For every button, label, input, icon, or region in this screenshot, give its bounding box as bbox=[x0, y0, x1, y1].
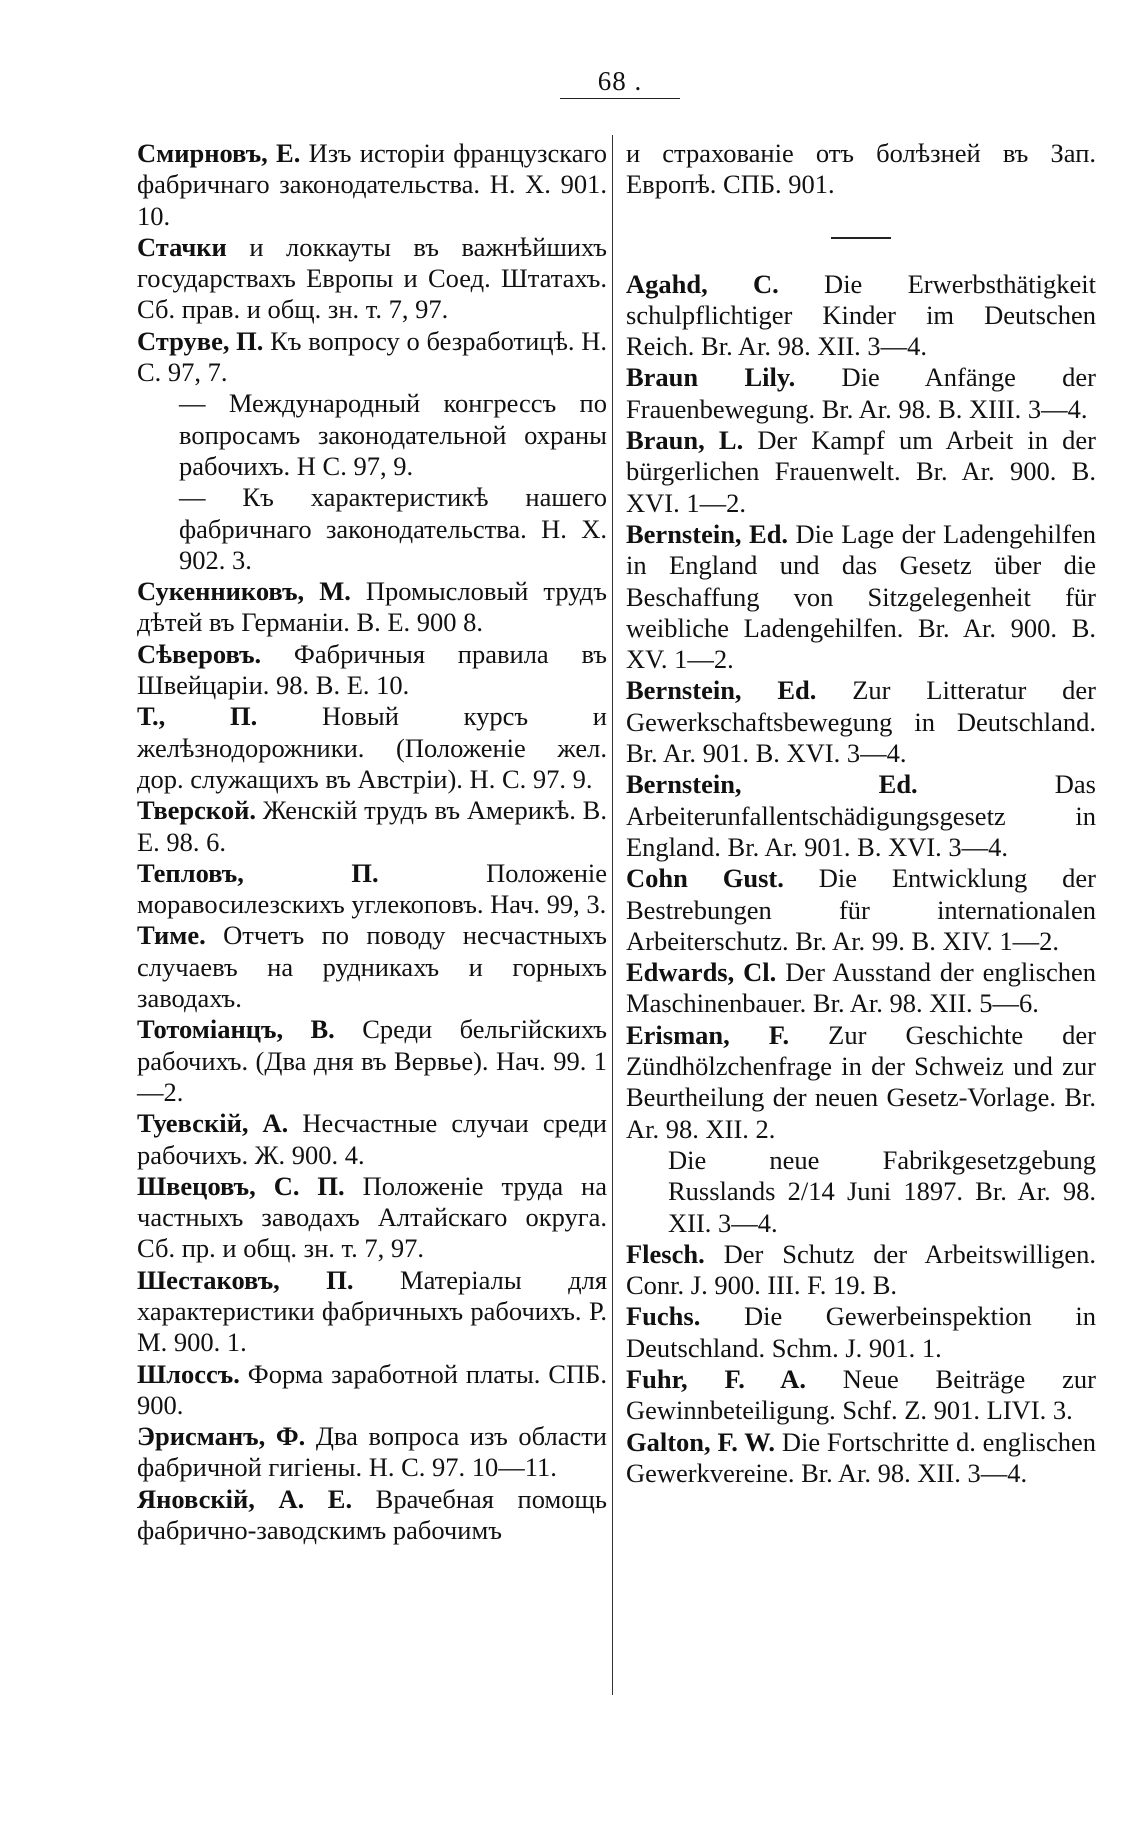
entry-author: Эрисманъ, Ф. bbox=[137, 1421, 306, 1452]
bibliography-entry bbox=[137, 138, 607, 232]
entry-author: Тотоміанцъ, В. bbox=[137, 1014, 335, 1045]
entry-author: Смирновъ, Е. bbox=[137, 138, 301, 168]
entry-text: Zur Litteratur der Gewerkschaftsbewegung in Deutschland. Br. Ar. 901. B. XVI. 3—4. bbox=[626, 675, 1096, 769]
bibliography-entry bbox=[137, 920, 607, 1014]
bibliography-entry bbox=[137, 1108, 607, 1171]
bibliography-entry bbox=[626, 1145, 1096, 1239]
entry-author: Швецовъ, С. П. bbox=[137, 1170, 345, 1201]
bibliography-entry bbox=[626, 425, 1096, 519]
entry-text: Der Ausstand der englischen Maschinenbauer. Br. Ar. 98. XII. 5—6. bbox=[626, 957, 1096, 1019]
bibliography-entry bbox=[626, 1427, 1096, 1490]
entry-text: Das Arbeiterunfallentschädigungsgesetz in England. Br. Ar. 901. B. XVI. 3—4. bbox=[626, 769, 1096, 862]
entry-text: Къ вопросу о безработицѣ. Н. С. 97, 7. bbox=[137, 325, 607, 388]
bibliography-entry bbox=[137, 701, 607, 795]
entry-text: Die Anfänge der Frauenbewegung. Br. Ar. 98. B. XIII. 3—4. bbox=[626, 362, 1096, 424]
bibliography-entry bbox=[137, 1265, 607, 1359]
entry-text: Фабричныя правила въ Швейцаріи. 98. В. Е. 10. bbox=[137, 638, 607, 701]
entry-text: Die neue Fabrikgesetzgebung Russlands 2/14 Juni 1897. Br. Ar. 98. XII. 3—4. bbox=[668, 1144, 1096, 1238]
entry-text: и локкауты въ важнѣйшихъ государствахъ Европы и Соед. Штатахъ. Сб. прав. и общ. зн. т. 7, 97. bbox=[137, 231, 607, 325]
entry-author: Agahd, C. bbox=[626, 268, 779, 299]
entry-author: Bernstein, Ed. bbox=[626, 769, 918, 800]
entry-author: Cohn Gust. bbox=[626, 863, 784, 894]
entry-author: Flesch. bbox=[626, 1238, 705, 1269]
entry-author: Сѣверовъ. bbox=[137, 638, 262, 669]
entry-text: Die Erwerbsthätigkeit schulpflichtiger Kinder im Deutschen Reich. Br. Ar. 98. XII. 3—4. bbox=[626, 268, 1096, 362]
left-column bbox=[137, 138, 607, 1546]
entry-text: Die Gewerbeinspektion in Deutschland. Schm. J. 901. 1. bbox=[626, 1301, 1096, 1363]
entry-author: Т., П. bbox=[137, 701, 258, 732]
entry-text: Zur Geschichte der Zündhölzchenfrage in der Schweiz und zur Beurtheilung der neuen Gesetz-Vorlage. Br. Ar. 98. XII. 2. bbox=[626, 1019, 1096, 1144]
page-number: 68 . bbox=[560, 64, 680, 99]
bibliography-entry bbox=[137, 1014, 607, 1108]
bibliography-entry bbox=[137, 1171, 607, 1265]
bibliography-entry bbox=[626, 519, 1096, 675]
entry-text: Die Entwicklung der Bestrebungen für internationalen Arbeiterschutz. Br. Ar. 99. B. XIV. 1—2. bbox=[626, 863, 1096, 956]
entry-author: Шлоссъ. bbox=[137, 1358, 240, 1389]
entry-text: Два вопроса изъ области фабричной гигіены. Н. С. 97. 10—11. bbox=[137, 1421, 607, 1483]
entry-text: Отчетъ по поводу несчастныхъ случаевъ на рудникахъ и горныхъ заводахъ. bbox=[137, 920, 607, 1014]
right-column-entries bbox=[626, 269, 1096, 1490]
entry-text: Среди бельгійскихъ рабочихъ. (Два дня въ Вервье). Нач. 99. 1—2. bbox=[137, 1014, 608, 1107]
entry-text: — Международный конгрессъ по вопросамъ законодательной охраны рабочихъ. Н С. 97, 9. bbox=[179, 388, 607, 481]
bibliography-entry bbox=[626, 675, 1096, 769]
bibliography-entry bbox=[137, 232, 607, 326]
entry-author: Шестаковъ, П. bbox=[137, 1264, 354, 1295]
bibliography-entry bbox=[137, 1484, 607, 1547]
bibliography-entry bbox=[137, 1359, 607, 1422]
bibliography-entry bbox=[137, 326, 607, 389]
entry-author: Яновскій, А. Е. bbox=[137, 1483, 353, 1514]
entry-author: Тепловъ, П. bbox=[137, 857, 379, 888]
entry-author: Туевскій, А. bbox=[137, 1108, 289, 1139]
entry-text: Положеніе моравосилезскихъ углекоповъ. Нач. 99, 3. bbox=[137, 857, 607, 920]
bibliography-entry bbox=[137, 576, 607, 639]
bibliography-entry bbox=[626, 1301, 1096, 1364]
bibliography-entry bbox=[137, 639, 607, 702]
entry-text: Матеріалы для характеристики фабричныхъ рабочихъ. Р. М. 900. 1. bbox=[137, 1264, 608, 1358]
entry-text: — Къ характеристикѣ нашего фабричнаго законодательства. Н. Х. 902. 3. bbox=[179, 482, 607, 575]
bibliography-entry bbox=[137, 858, 607, 921]
bibliography-entry bbox=[626, 957, 1096, 1020]
bibliography-entry bbox=[626, 1364, 1096, 1427]
entry-text: Изъ исторіи французскаго фабричнаго законодательства. Н. Х. 901. 10. bbox=[137, 138, 607, 231]
bibliography-entry bbox=[626, 1020, 1096, 1145]
column-divider bbox=[612, 135, 613, 1695]
bibliography-entry bbox=[626, 769, 1096, 863]
entry-text: Neue Beiträge zur Gewinnbeteiligung. Schf. Z. 901. LIVI. 3. bbox=[626, 1363, 1096, 1426]
bibliography-entry bbox=[137, 795, 607, 858]
bibliography-entry bbox=[626, 863, 1096, 957]
continuation-entry: и страхованіе отъ болѣзней въ Зап. Европѣ. СПБ. 901. bbox=[626, 138, 1096, 200]
bibliography-entry bbox=[626, 362, 1096, 425]
entry-author: Bernstein, Ed. bbox=[626, 675, 817, 706]
entry-text: Промысловый трудъ дѣтей въ Германіи. В. Е. 900 8. bbox=[137, 576, 607, 638]
entry-text: Женскій трудъ въ Америкѣ. В. Е. 98. 6. bbox=[137, 795, 607, 857]
entry-author: Galton, F. W. bbox=[626, 1426, 775, 1457]
entry-text: Врачебная помощь фабрично-заводскимъ рабочимъ bbox=[137, 1483, 607, 1546]
entry-author: Bernstein, Ed. bbox=[626, 518, 789, 549]
entry-author: Fuhr, F. A. bbox=[626, 1363, 806, 1394]
bibliography-entry bbox=[626, 269, 1096, 363]
entry-author: Струве, П. bbox=[137, 325, 264, 356]
bibliography-entry bbox=[137, 482, 607, 576]
entry-text: Несчастные случаи среди рабочихъ. Ж. 900. 4. bbox=[137, 1108, 607, 1170]
entry-author: Стачки bbox=[137, 231, 227, 262]
entry-text: Der Kampf um Arbeit in der bürgerlichen Frauenwelt. Br. Ar. 900. B. XVI. 1—2. bbox=[626, 425, 1096, 518]
entry-text: Положеніе труда на частныхъ заводахъ Алтайскаго округа. Сб. пр. и общ. зн. т. 7, 97. bbox=[137, 1170, 607, 1264]
entry-author: Braun Lily. bbox=[626, 362, 796, 393]
entry-text: Der Schutz der Arbeitswilligen. Conr. J. 900. III. F. 19. B. bbox=[626, 1238, 1096, 1301]
entry-author: Сукенниковъ, М. bbox=[137, 576, 351, 607]
entry-text: Новый курсъ и желѣзнодорожники. (Положеніе жел. дор. служащихъ въ Австріи). Н. С. 97. 9. bbox=[137, 701, 607, 794]
entry-author: Erisman, F. bbox=[626, 1019, 790, 1050]
entry-author: Fuchs. bbox=[626, 1301, 701, 1332]
entry-author: Edwards, Cl. bbox=[626, 957, 777, 988]
entry-text: Die Fortschritte d. englischen Gewerkvereine. Br. Ar. 98. XII. 3—4. bbox=[626, 1426, 1096, 1488]
entry-author: Braun, L. bbox=[626, 425, 744, 456]
entry-author: Тиме. bbox=[137, 920, 206, 951]
entry-text: Форма заработной платы. СПБ. 900. bbox=[137, 1358, 607, 1420]
entry-text: Die Lage der Ladengehilfen in England und das Gesetz über die Beschaffung von Sitzgelegenheit für weibliche Ladengehilfen. Br. Ar. 900. B. XV. 1—2. bbox=[626, 518, 1096, 675]
bibliography-entry bbox=[137, 388, 607, 482]
right-column bbox=[626, 138, 1096, 1489]
bibliography-entry bbox=[137, 1421, 607, 1484]
bibliography-entry bbox=[626, 1239, 1096, 1302]
section-separator bbox=[831, 237, 891, 239]
entry-author: Тверской. bbox=[137, 795, 256, 826]
